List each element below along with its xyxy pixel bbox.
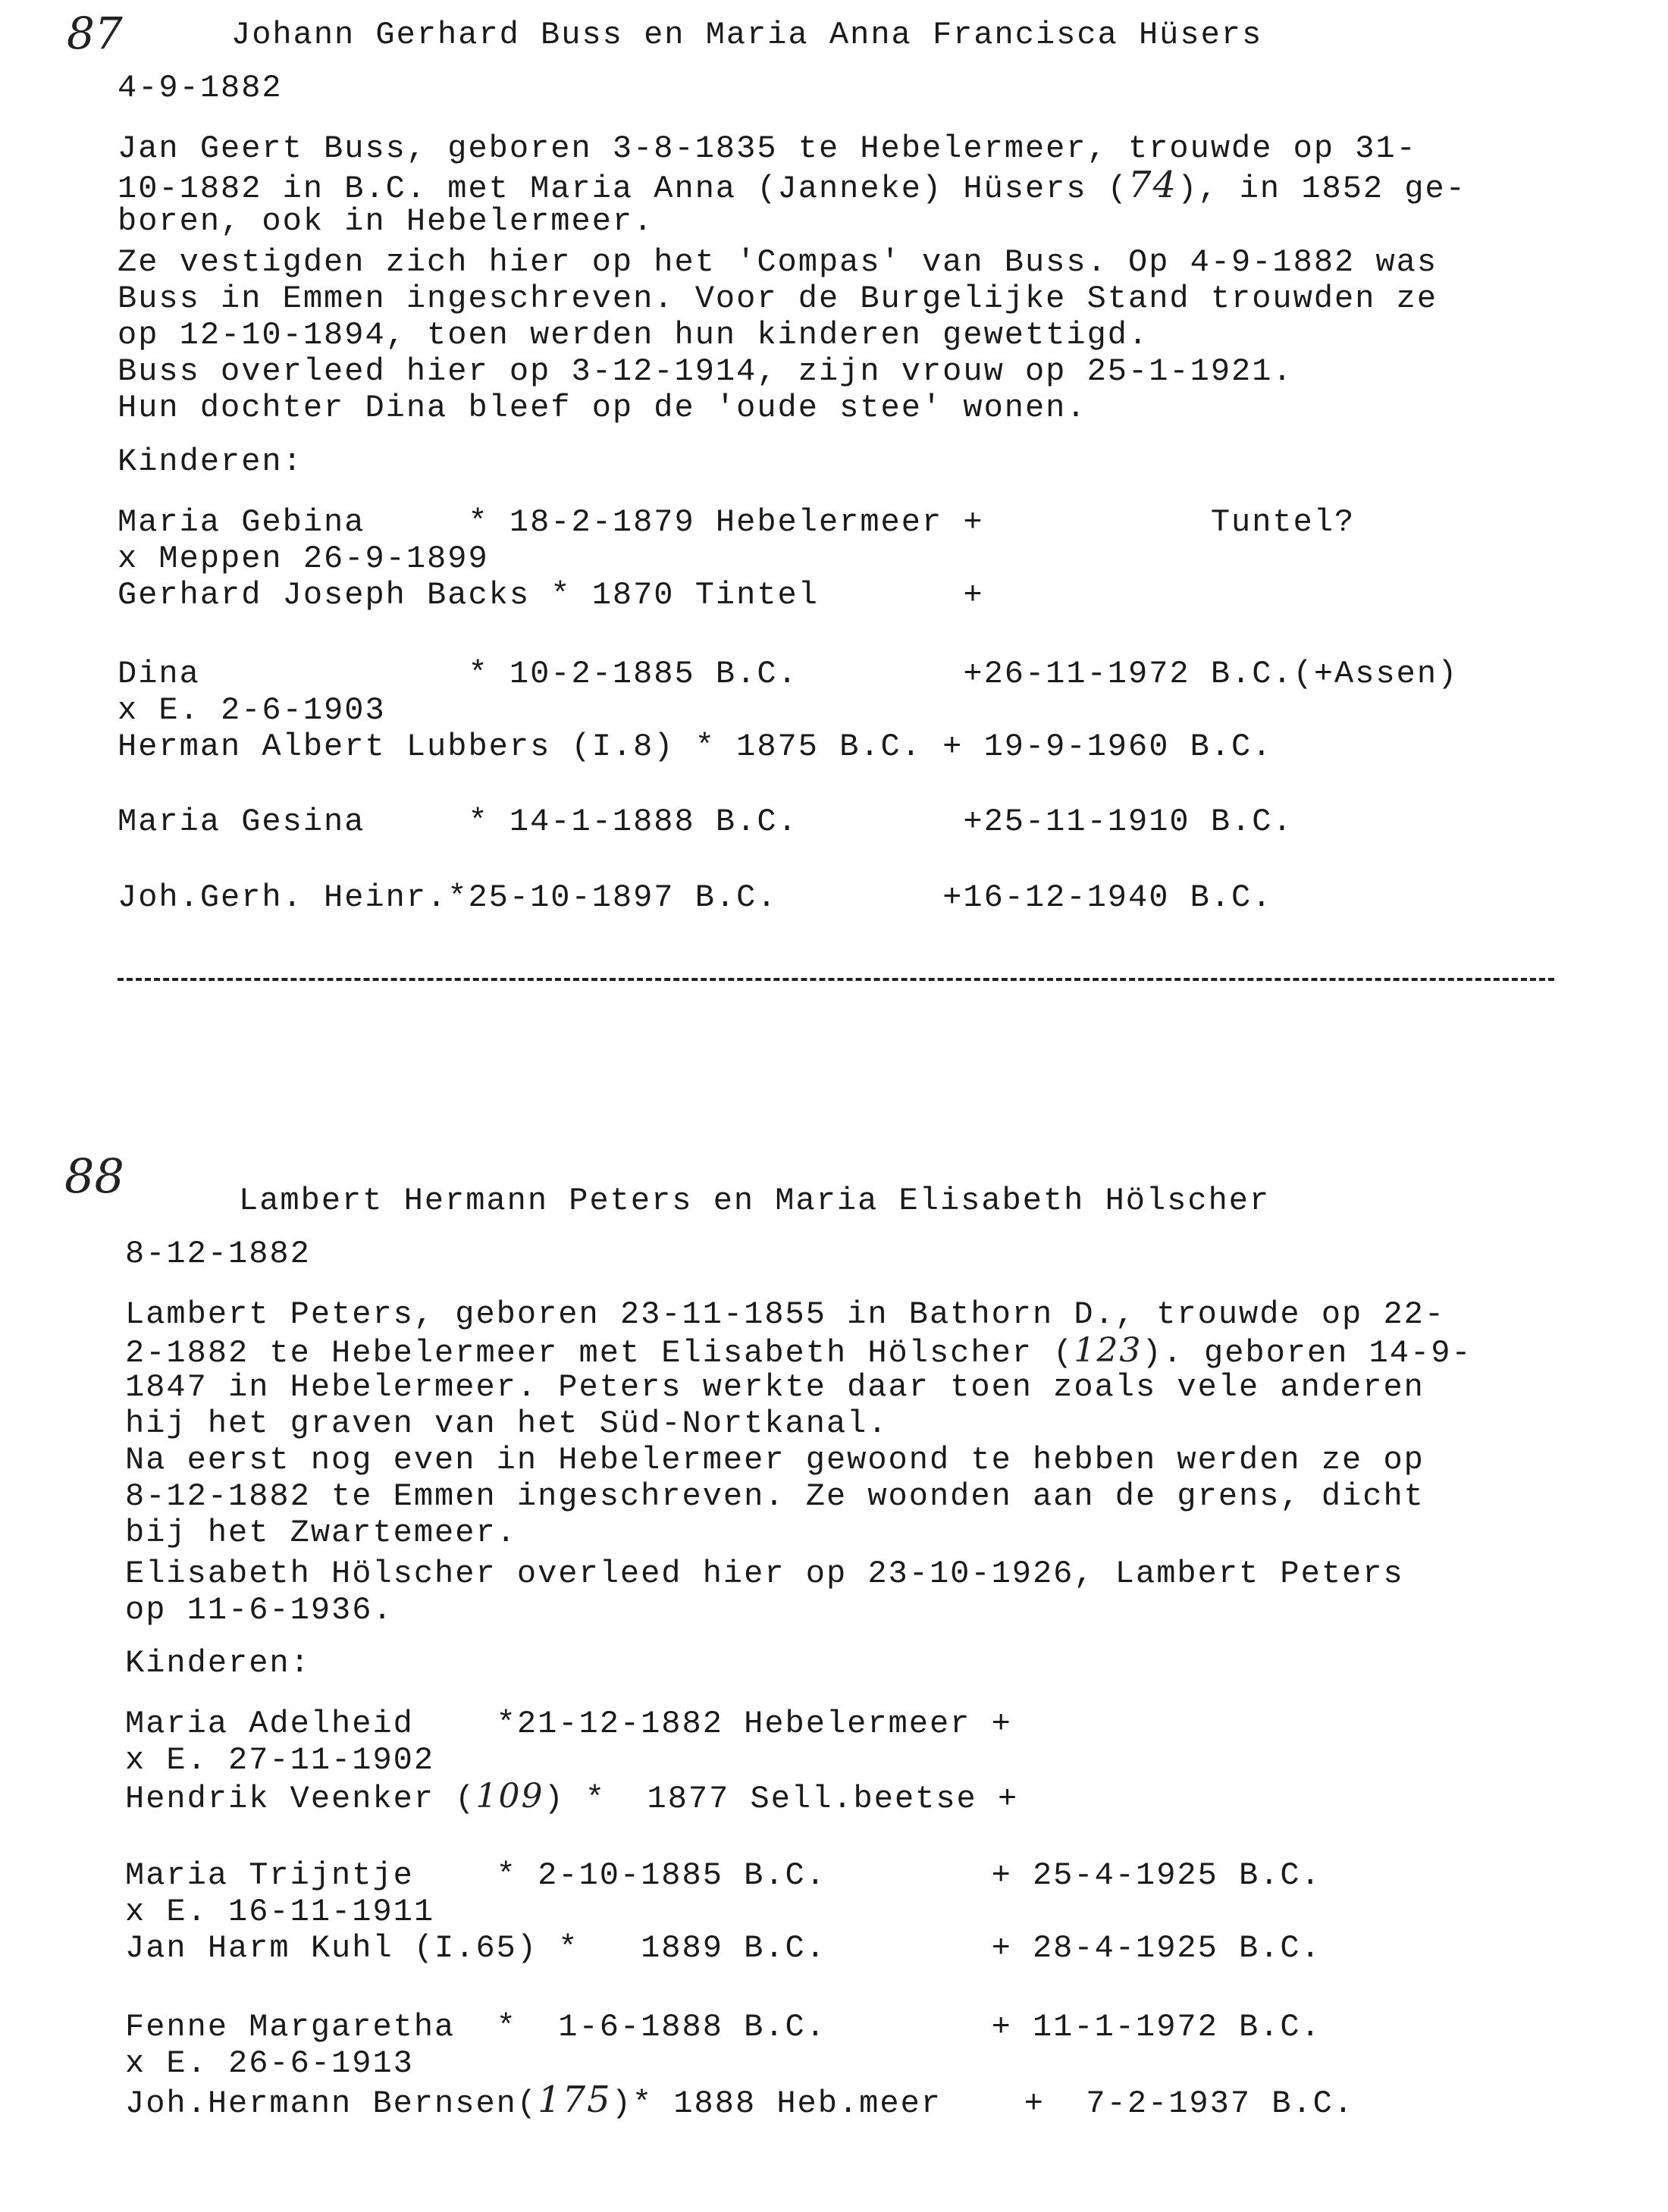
child-line: Maria Gebina * 18-2-1879 Hebelermeer + Tuntel? [118, 504, 1356, 540]
child-line: x E. 27-11-1902 [125, 1742, 435, 1778]
reference-handwritten: 175 [538, 2079, 612, 2121]
child-line: Jan Harm Kuhl (I.65) * 1889 B.C. + 28-4-1925 B.C. [125, 1930, 1322, 1966]
paragraph-line: hij het graven van het Süd-Nortkanal. [125, 1405, 889, 1442]
paragraph-line: op 11-6-1936. [125, 1592, 393, 1628]
child-line: Fenne Margaretha * 1-6-1888 B.C. + 11-1-1972 B.C. [125, 2009, 1322, 2045]
entry-date: 8-12-1882 [125, 1236, 311, 1272]
paragraph-line: 8-12-1882 te Emmen ingeschreven. Ze woonden aan de grens, dicht [125, 1478, 1425, 1515]
child-line: Herman Albert Lubbers (I.8) * 1875 B.C. + 19-9-1960 B.C. [118, 728, 1273, 765]
paragraph-line: Lambert Peters, geboren 23-11-1855 in Bathorn D., trouwde op 22- [125, 1296, 1446, 1333]
child-line: Joh.Gerh. Heinr.*25-10-1897 B.C. +16-12-1940 B.C. [118, 879, 1273, 916]
child-line: Dina * 10-2-1885 B.C. +26-11-1972 B.C.(+Assen) [118, 656, 1459, 692]
reference-handwritten: 109 [475, 1777, 544, 1816]
entry-number-handwritten: 88 [64, 1148, 124, 1204]
child-line: Maria Adelheid *21-12-1882 Hebelermeer + [125, 1706, 1012, 1742]
reference-handwritten: 123 [1074, 1331, 1143, 1370]
section-divider [118, 978, 1554, 981]
paragraph-line: Buss in Emmen ingeschreven. Voor de Burgelijke Stand trouwden ze [118, 280, 1438, 317]
paragraph-line: bij het Zwartemeer. [125, 1515, 517, 1551]
paragraph-line: Na eerst nog even in Hebelermeer gewoond te hebben werden ze op [125, 1442, 1425, 1478]
paragraph-line: op 12-10-1894, toen werden hun kinderen gewettigd. [118, 317, 1149, 353]
child-line: x E. 16-11-1911 [125, 1894, 435, 1930]
child-line: x Meppen 26-9-1899 [118, 540, 489, 577]
children-label: Kinderen: [118, 443, 303, 480]
child-line: Maria Trijntje * 2-10-1885 B.C. + 25-4-1925 B.C. [125, 1857, 1322, 1894]
entry-title: Johann Gerhard Buss en Maria Anna Francisca Hüsers [231, 17, 1263, 53]
paragraph-line: boren, ook in Hebelermeer. [118, 203, 654, 240]
children-label: Kinderen: [125, 1645, 311, 1681]
paragraph-line: Hun dochter Dina bleef op de 'oude stee' wonen. [118, 390, 1087, 426]
entry-number-handwritten: 87 [67, 8, 123, 59]
entry-title: Lambert Hermann Peters en Maria Elisabeth Hölscher [239, 1183, 1271, 1219]
paragraph-line: Elisabeth Hölscher overleed hier op 23-10-1926, Lambert Peters [125, 1556, 1404, 1592]
paragraph-line: Ze vestigden zich hier op het 'Compas' van Buss. Op 4-9-1882 was [118, 244, 1438, 280]
child-line: Hendrik Veenker (109) * 1877 Sell.beetse + [125, 1777, 1019, 1817]
paragraph-line: Jan Geert Buss, geboren 3-8-1835 te Hebelermeer, trouwde op 31- [118, 130, 1417, 167]
reference-handwritten: 74 [1128, 164, 1178, 206]
child-line: Gerhard Joseph Backs * 1870 Tintel + [118, 577, 984, 613]
entry-date: 4-9-1882 [118, 70, 283, 106]
child-line: x E. 26-6-1913 [125, 2045, 414, 2082]
child-line: x E. 2-6-1903 [118, 692, 386, 728]
paragraph-line: 2-1882 te Hebelermeer met Elisabeth Hölscher (123). geboren 14-9- [125, 1331, 1472, 1371]
child-line: Joh.Hermann Bernsen(175)* 1888 Heb.meer + 7-2-1937 B.C. [125, 2079, 1355, 2122]
paragraph-line: 10-1882 in B.C. met Maria Anna (Janneke) Hüsers (74), in 1852 ge- [118, 164, 1466, 207]
paragraph-line: Buss overleed hier op 3-12-1914, zijn vrouw op 25-1-1921. [118, 353, 1293, 390]
paragraph-line: 1847 in Hebelermeer. Peters werkte daar toen zoals vele anderen [125, 1369, 1425, 1405]
child-line: Maria Gesina * 14-1-1888 B.C. +25-11-1910 B.C. [118, 804, 1293, 840]
